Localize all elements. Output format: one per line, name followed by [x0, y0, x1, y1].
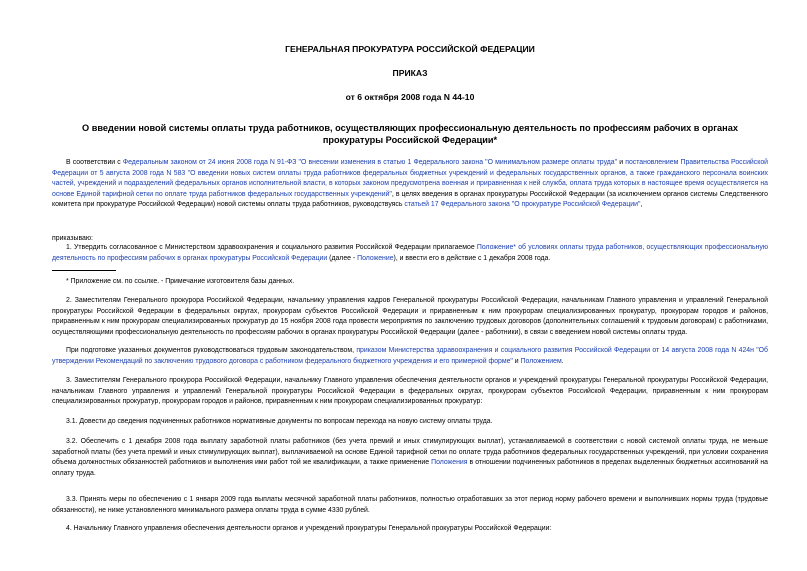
link-government-decree-583[interactable]: постановлением Правительства Российской Федерации от 5 августа 2008 года N 583 "О введении новых систем оплаты труда работников федеральных бюджетных учреждений и федеральных государственных органов, а также гражданского персонала воинских частей, учреждений и подразделений федеральных органов исполнительной власти, в которых законом предусмотрена военная и приравненная к ней служба, оплата труда которых в настоящее время осуществляется на основе Единой тарифной сетки по оплате труда работников федеральных государственных учреждений" [52, 159, 768, 198]
link-regulation[interactable]: Положение* об условиях оплаты труда работников, осуществляющих профессиональную деятельность по профессиям рабочих в органах прокуратуры Российской Федерации [52, 244, 768, 262]
paragraph-2-guidance-text-1: При подготовке указанных документов руководствоваться трудовым законодательством, [66, 347, 357, 354]
document-type: ПРИКАЗ [392, 68, 428, 78]
paragraph-3: 3. Заместителям Генерального прокурора Российской Федерации, начальнику Главного управления обеспечения деятельности органов и учреждений прокуратуры Генеральной прокуратуры Российской Федерации, начальникам Главного управления и управлений Генеральной прокуратуры Российской Федерации в федеральных округах, прокурорам субъектов Российской Федерации, приравненным к ним прокурорам специализированных прокуратур, прокурорам городов и районов, приравненным к ним прокурорам специализированных прокуратур: [52, 377, 768, 406]
preamble-text-4: , [640, 201, 643, 209]
paragraph-3-3: 3.3. Принять меры по обеспечению с 1 января 2009 года выплаты месячной заработной платы работников, полностью отработавших за этот период норму рабочего времени и выполнивших нормы труда (трудовые обязанности), не ниже установленного минимального размера оплаты труда в сумме 4330 рублей. [52, 496, 768, 514]
link-article-17-prosecution-law[interactable]: статьей 17 Федерального закона "О прокуратуре Российской Федерации" [404, 201, 641, 209]
preamble-paragraph [52, 158, 768, 211]
preamble-text-2: и [617, 159, 626, 166]
link-ministry-order-424n[interactable]: приказом Министерства здравоохранения и социального развития Российской Федерации от 14 августа 2008 года N 424н "Об утверждении Рекомендаций по заключению трудового договора с работником федерального бюджетного учреждения и его примерной форме" [52, 347, 768, 365]
footnote-divider [52, 270, 116, 271]
paragraph-2-guidance [52, 346, 768, 367]
preamble-text-1: В соответствии с [66, 159, 123, 166]
paragraph-1-text-3: ), и ввести его в действие с 1 декабря 2008 года. [393, 254, 551, 262]
paragraph-3-1: 3.1. Довести до сведения подчиненных работников нормативные документы по вопросам перехода на новую систему оплаты труда. [66, 418, 493, 425]
paragraph-2-guidance-text-3: . [561, 357, 564, 365]
link-regulation-short[interactable]: Положение [357, 254, 394, 262]
link-regulation-genitive[interactable]: Положения [431, 459, 468, 467]
paragraph-1-text-1: 1. Утвердить согласованное с Министерством здравоохранения и социального развития Российской Федерации прилагаемое [66, 244, 477, 251]
preamble-text-3: , в целях введения в органах прокуратуры Российской Федерации (за исключением органов системы Следственного комитета при прокуратуре Российской Федерации) новой системы оплаты труда работников, руководствуясь [52, 190, 768, 209]
issuing-organization: ГЕНЕРАЛЬНАЯ ПРОКУРАТУРА РОССИЙСКОЙ ФЕДЕРАЦИИ [285, 44, 535, 54]
paragraph-3-2-text-1: 3.2. Обеспечить с 1 декабря 2008 года выплату заработной платы работников (без учета премий и иных стимулирующих выплат), устанавливаемой в соответствии с новой системой оплаты труда, не меньше заработной платы (без учета премий и иных стимулирующих выплат), выплачиваемой на основе Единой тарифной сетки по оплате труда работников федеральных государственных учреждений, при условии сохранения объема должностных обязанностей работников и выполнения ими работ той же квалификации, а также применение [52, 438, 768, 467]
paragraph-2-guidance-text-2: и [512, 357, 521, 365]
document-title: О введении новой системы оплаты труда работников, осуществляющих профессиональную деятельность по профессиям рабочих в органах прокуратуры Российской Федерации* [82, 123, 738, 145]
document-date-number: от 6 октября 2008 года N 44-10 [345, 92, 475, 102]
paragraph-3-2-text-2: в отношении подчиненных работников в пределах выделенных бюджетных ассигнований на оплату труда. [52, 459, 768, 477]
paragraph-1 [52, 243, 768, 264]
footnote: * Приложение см. по ссылке. - Примечание изготовителя базы данных. [66, 278, 295, 285]
link-regulation-instrumental[interactable]: Положением [520, 357, 562, 365]
paragraph-1-text-2: (далее - [327, 254, 358, 262]
paragraph-4: 4. Начальнику Главного управления обеспечения деятельности органов и учреждений прокуратуры Генеральной прокуратуры Российской Федерации: [66, 525, 552, 532]
paragraph-3-2 [52, 437, 768, 479]
link-federal-law-91fz[interactable]: Федеральным законом от 24 июня 2008 года N 91-ФЗ "О внесении изменения в статью 1 Федерального закона "О минимальном размере оплаты труда" [122, 159, 618, 166]
order-word: приказываю: [52, 235, 93, 242]
paragraph-2: 2. Заместителям Генерального прокурора Российской Федерации, начальнику управления кадров Генеральной прокуратуры Российской Федерации, начальникам Главного управления и управлений Генеральной прокуратуры Российской Федерации в федеральных округах, прокурорам субъектов Российской Федерации и приравненным к ним прокурорам специализированных прокуратур, прокурорам городов и районов, приравненным к ним прокурорам специализированных прокуратур до 15 ноября 2008 года провести мероприятия по заключению трудовых договоров (дополнительных соглашений к трудовым договорам) с работниками, осуществляющими профессиональную деятельность по профессиям рабочих в органах прокуратуры Российской Федерации (далее - работники), в связи с введением новой системы оплаты труда. [52, 297, 768, 336]
